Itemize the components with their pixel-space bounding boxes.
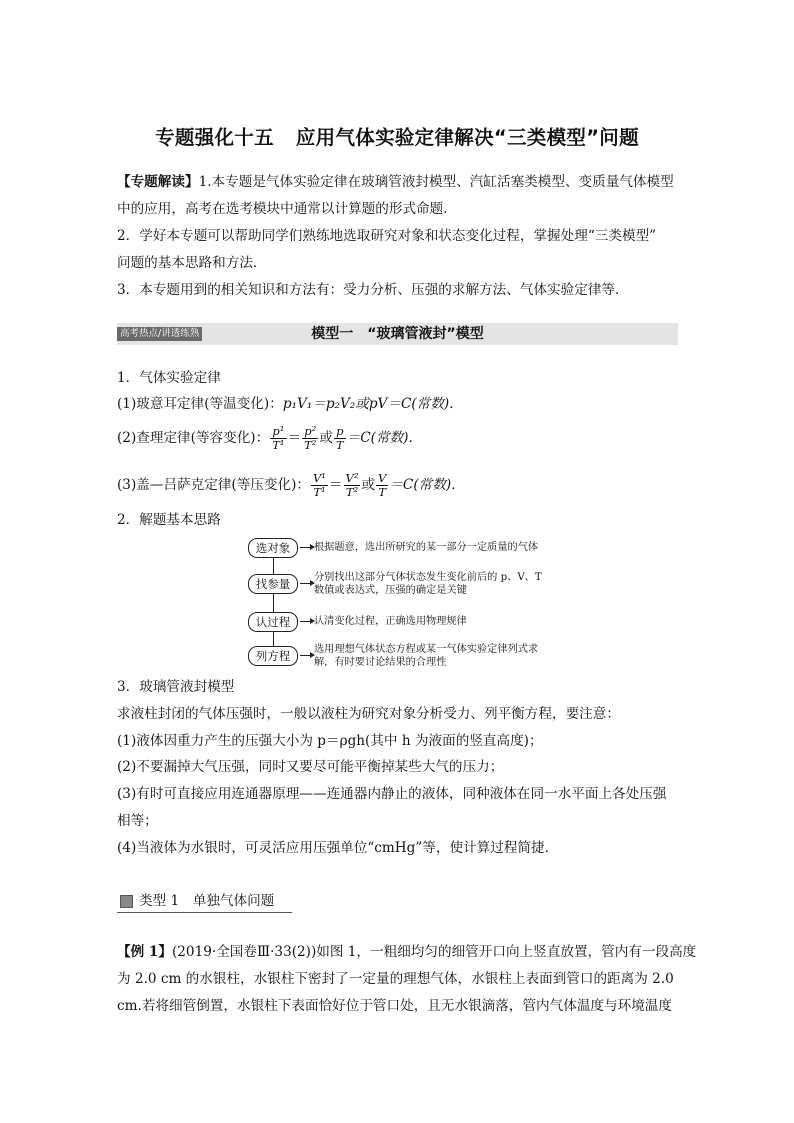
example1-line1-text: (2019·全国卷Ⅲ·33(2))如图 1，一粗细均匀的细管开口向上竖直放置，管内有一段高度 [171,944,697,960]
flow-arrow-1 [300,547,310,548]
intro-line-1 [117,172,674,192]
charles-prefix: (2)查理定律(等容变化)： [117,430,270,446]
charles-fraction-3: $\frac{p}{T}$ [335,424,344,452]
intro-line1-text: 1.本专题是气体实验定律在玻璃管液封模型、汽缸活塞类模型、变质量气体模型 [198,174,674,190]
example1-line-1 [117,942,696,962]
flow-box-4: 列方程 [248,646,298,666]
intro-line-4: 问题的基本思路和方法． [117,255,267,271]
intro-line-3: 2．学好本专题可以帮助同学们熟练地选取研究对象和状态变化过程，掌握处理“三类模型” [117,228,657,244]
flow-text-4: 选用理想气体状态方程或某一气体实验定律列式求 解，有时要讨论结果的合理性 [314,644,539,668]
page-title [0,122,794,150]
example1-label: 【例 1】 [117,944,172,960]
gaylussac-prefix: (3)盖—吕萨克定律(等压变化)： [117,477,310,493]
charles-fraction-1: $\frac{\text{p¹}}{\text{T¹}}$ [272,424,285,452]
charles-fraction-2: $\frac{\text{p²}}{\text{T²}}$ [304,424,317,452]
flow-text-3: 认清变化过程，正确选用物理规律 [314,616,467,627]
boyle-prefix: (1)玻意耳定律(等温变化)： [117,396,283,412]
section3-point-3b: 相等； [117,813,158,829]
flow-arrow-2 [300,583,310,584]
section3-point-4: (4)当液体为水银时，可灵活应用压强单位“cmHg”等，使计算过程简捷． [117,840,559,856]
section1-heading: 1．气体实验定律 [117,370,221,386]
boyle-formula: p₁V₁＝p₂V₂或pV＝C(常数)． [282,396,463,412]
section2-heading: 2．解题基本思路 [117,512,221,528]
section3-point-1: (1)液体因重力产生的压强大小为 p＝ρgh(其中 h 为液面的竖直高度)； [117,733,543,749]
charles-law [117,425,422,452]
section3-intro: 求液柱封闭的气体压强时，一般以液柱为研究对象分析受力、列平衡方程，要注意： [117,706,620,722]
gaylussac-fraction-1: $\frac{\text{V¹}}{\text{T¹}}$ [313,471,326,499]
flow-connector [273,556,274,660]
section3-point-3a: (3)有时可直接应用连通器原理——连通器内静止的液体，同种液体在同一水平面上各处压强 [117,786,667,802]
flow-text-2: 分别找出这部分气体状态发生变化前后的 p、V、T 数值或表达式，压强的确定是关键 [314,572,542,596]
example1-line-3: cm.若将细管倒置，水银柱下表面恰好位于管口处，且无水银滴落，管内气体温度与环境温度 [117,998,672,1014]
section3-point-2: (2)不要漏掉大气压强，同时又要尽可能平衡掉某些大气的压力； [117,759,504,775]
flow-text-1: 根据题意，选出所研究的某一部分一定质量的气体 [314,542,539,553]
boyle-law [117,394,463,414]
type1-header [117,890,292,913]
intro-label: 【专题解读】 [117,174,199,190]
flow-box-2: 找参量 [248,574,298,594]
flow-box-3: 认过程 [248,612,298,632]
gaylussac-fraction-2: $\frac{\text{V²}}{\text{T²}}$ [345,471,359,499]
charles-tail: ＝C(常数)． [346,430,423,446]
type1-label: 类型 1 单独气体问题 [139,893,275,909]
example1-line-2: 为 2.0 cm 的水银柱，水银柱下密封了一定量的理想气体，水银柱上表面到管口的距离为 2.0 [117,971,674,987]
charles-or: 或 [319,430,333,446]
gaylussac-law [117,472,465,499]
model-title: 模型一 “玻璃管液封”模型 [311,326,484,342]
flow-arrow-4 [300,655,310,656]
title-part1: 专题强化十五 [155,126,274,149]
charles-eq: ＝ [287,430,302,446]
title-part2: 应用气体实验定律解决“三类模型”问题 [295,126,639,149]
gaylussac-tail: ＝C(常数)． [389,477,465,493]
gaylussac-or: 或 [361,477,376,493]
gaylussac-eq: ＝ [328,477,343,493]
intro-line-2: 中的应用，高考在选考模块中通常以计算题的形式命题． [117,201,457,217]
gaylussac-fraction-3: $\frac{V}{T}$ [378,471,387,499]
model-header-bar [117,323,678,345]
section3-heading: 3．玻璃管液封模型 [117,679,235,695]
flow-box-1: 选对象 [248,538,298,558]
model-tag: 高考热点/讲透练熟 [117,327,202,341]
type-square-icon [120,895,133,908]
flow-arrow-3 [300,621,310,622]
intro-line-5: 3．本专题用到的相关知识和方法有：受力分析、压强的求解方法、气体实验定律等． [117,282,629,298]
